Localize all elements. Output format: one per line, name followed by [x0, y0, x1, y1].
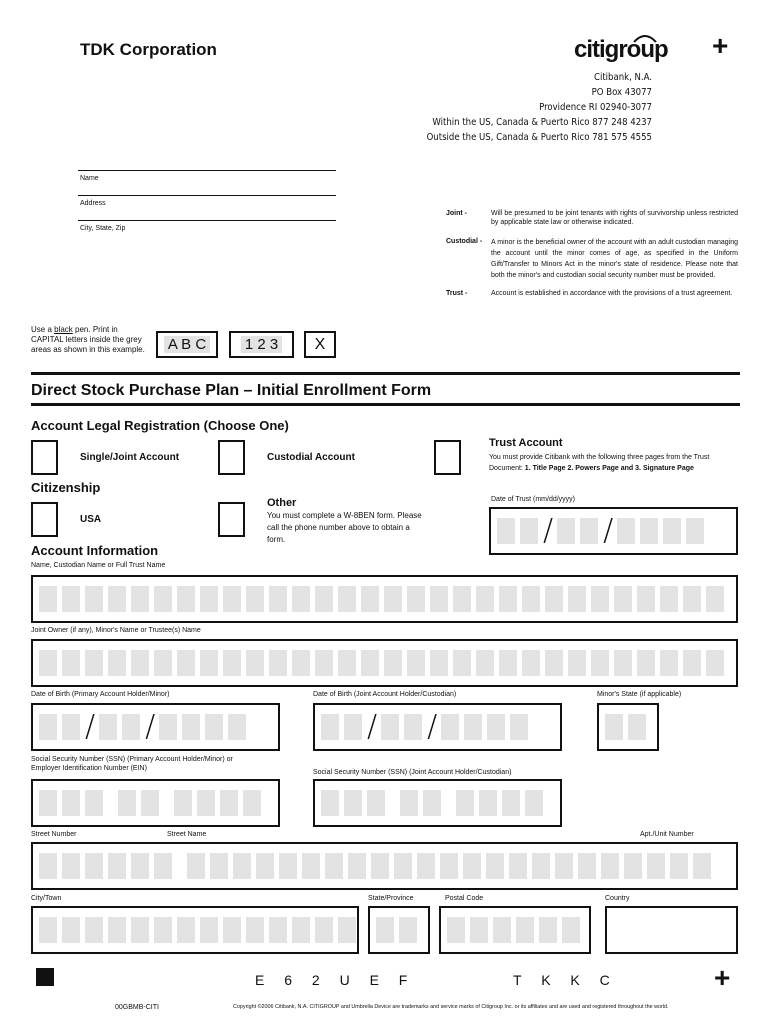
letter-cell[interactable] — [399, 917, 417, 943]
digit-cell[interactable] — [367, 790, 385, 816]
char-cell[interactable] — [578, 853, 596, 879]
char-cell[interactable] — [269, 917, 287, 943]
title-rule-bottom — [31, 403, 740, 406]
registration-square — [36, 968, 54, 986]
char-cell[interactable] — [348, 853, 366, 879]
digit-cell[interactable] — [85, 790, 103, 816]
char-cell[interactable] — [338, 917, 356, 943]
digit-cell[interactable] — [122, 714, 140, 740]
char-cell[interactable] — [568, 586, 586, 612]
usa-label: USA — [80, 514, 102, 525]
char-cell[interactable] — [516, 917, 534, 943]
digit-cell[interactable] — [640, 518, 658, 544]
char-cell[interactable] — [62, 853, 80, 879]
registration-mark-bottom: + — [714, 962, 731, 993]
date-separator: / — [603, 513, 614, 548]
char-cell[interactable] — [108, 650, 126, 676]
char-cell[interactable] — [568, 650, 586, 676]
char-cell[interactable] — [292, 586, 310, 612]
other-instructions: You must complete a W-8BEN form. Please call the phone number above to obtain a form. — [267, 511, 422, 544]
digit-cell[interactable] — [423, 790, 441, 816]
char-cell[interactable] — [315, 650, 333, 676]
name-line — [78, 170, 336, 171]
char-cell[interactable] — [463, 853, 481, 879]
digit-cell[interactable] — [580, 518, 598, 544]
char-cell[interactable] — [601, 853, 619, 879]
def-text-trust: Account is established in accordance with the provisions of a trust agreement. — [491, 290, 733, 297]
joint-owner-field[interactable] — [31, 639, 738, 687]
char-cell[interactable] — [210, 853, 228, 879]
char-cell[interactable] — [62, 586, 80, 612]
char-cell[interactable] — [223, 650, 241, 676]
char-cell[interactable] — [62, 650, 80, 676]
char-cell[interactable] — [223, 917, 241, 943]
digit-cell[interactable] — [321, 790, 339, 816]
form-code-1: E 6 2 U E F — [255, 972, 416, 988]
char-cell[interactable] — [637, 650, 655, 676]
char-cell[interactable] — [647, 853, 665, 879]
ssn-primary-label — [31, 755, 233, 773]
digit-cell[interactable] — [141, 790, 159, 816]
char-cell[interactable] — [384, 650, 402, 676]
char-cell[interactable] — [555, 853, 573, 879]
char-cell[interactable] — [660, 650, 678, 676]
dob-joint-label: Date of Birth (Joint Account Holder/Custodian) — [313, 691, 457, 698]
digit-cell[interactable] — [39, 790, 57, 816]
digit-cell[interactable] — [525, 790, 543, 816]
char-cell[interactable] — [509, 853, 527, 879]
digit-cell[interactable] — [663, 518, 681, 544]
digit-cell[interactable] — [404, 714, 422, 740]
digit-cell[interactable] — [441, 714, 459, 740]
char-cell[interactable] — [131, 586, 149, 612]
form-title: Direct Stock Purchase Plan – Initial Enrollment Form — [31, 382, 432, 399]
street-number-label: Street Number — [31, 831, 77, 838]
digit-cell[interactable] — [62, 714, 80, 740]
date-separator: / — [145, 709, 156, 744]
city-town-label: City/Town — [31, 895, 62, 902]
dob-joint-field[interactable] — [313, 703, 562, 751]
minor-state-label: Minor's State (if applicable) — [597, 691, 682, 698]
char-cell[interactable] — [499, 650, 517, 676]
example-digits-text: 1 2 3 — [241, 336, 282, 353]
instr-underline: black — [54, 325, 73, 334]
char-cell[interactable] — [407, 650, 425, 676]
char-cell[interactable] — [539, 917, 557, 943]
trust-instructions — [489, 452, 737, 474]
def-text-custodial: A minor is the beneficial owner of the account with an adult custodian managing the account until the minor comes of age, as specified in the Uniform Gift/Transfer to Minors Act in the minor's state of residence. Please note that both the minor's and custodian social security number must be provided. — [491, 239, 738, 279]
char-cell[interactable] — [302, 853, 320, 879]
char-cell[interactable] — [499, 586, 517, 612]
date-separator: / — [543, 513, 554, 548]
trust-checkbox[interactable] — [434, 440, 461, 475]
digit-cell[interactable] — [344, 790, 362, 816]
single-joint-label: Single/Joint Account — [80, 452, 180, 463]
digit-cell[interactable] — [321, 714, 339, 740]
char-cell[interactable] — [660, 586, 678, 612]
char-cell[interactable] — [177, 917, 195, 943]
digit-cell[interactable] — [502, 790, 520, 816]
trust-text: You must provide Citibank with the following three pages from the Trust Document: — [489, 454, 710, 472]
def-term-joint: Joint - — [446, 210, 467, 217]
digit-cell[interactable] — [243, 790, 261, 816]
address-line: Outside the US, Canada & Puerto Rico 781 575 4555 — [426, 132, 652, 143]
city-label: City, State, Zip — [80, 225, 126, 232]
single-joint-checkbox[interactable] — [31, 440, 58, 475]
logo-text: citigroup — [574, 36, 668, 63]
char-cell[interactable] — [637, 586, 655, 612]
char-cell[interactable] — [591, 650, 609, 676]
registration-mark-top: + — [712, 30, 729, 61]
name-field-label: Name, Custodian Name or Full Trust Name — [31, 562, 166, 569]
char-cell[interactable] — [292, 917, 310, 943]
trust-text-bold: 1. Title Page 2. Powers Page and 3. Signature Page — [524, 465, 694, 472]
name-label: Name — [80, 175, 99, 182]
digit-cell[interactable] — [520, 518, 538, 544]
digit-cell[interactable] — [487, 714, 505, 740]
char-cell[interactable] — [154, 586, 172, 612]
address-line-rule — [78, 195, 336, 196]
char-cell[interactable] — [325, 853, 343, 879]
example-digits — [229, 331, 294, 358]
instr-text: Use a — [31, 325, 55, 334]
registration-heading: Account Legal Registration (Choose One) — [31, 418, 289, 433]
char-cell[interactable] — [131, 650, 149, 676]
digit-cell[interactable] — [686, 518, 704, 544]
digit-cell[interactable] — [497, 518, 515, 544]
citizenship-heading: Citizenship — [31, 480, 101, 495]
letter-cell[interactable] — [376, 917, 394, 943]
def-term-custodial: Custodial - — [446, 238, 483, 245]
form-id: 00GBMB-CITI — [115, 1004, 159, 1011]
joint-field-label: Joint Owner (if any), Minor's Name or Trustee(s) Name — [31, 627, 201, 634]
char-cell[interactable] — [246, 586, 264, 612]
char-cell[interactable] — [256, 853, 274, 879]
char-cell[interactable] — [706, 586, 724, 612]
char-cell[interactable] — [447, 917, 465, 943]
char-cell[interactable] — [39, 853, 57, 879]
example-mark: X — [304, 331, 336, 358]
char-cell[interactable] — [85, 853, 103, 879]
date-separator: / — [367, 709, 378, 744]
char-cell[interactable] — [200, 917, 218, 943]
ssn-joint-field[interactable] — [313, 779, 562, 827]
address-line: PO Box 43077 — [591, 87, 652, 98]
char-cell[interactable] — [269, 586, 287, 612]
digit-cell[interactable] — [557, 518, 575, 544]
char-cell[interactable] — [177, 650, 195, 676]
def-term-trust: Trust - — [446, 290, 468, 297]
umbrella-icon — [632, 32, 658, 52]
street-address-field[interactable] — [31, 842, 738, 890]
char-cell[interactable] — [177, 586, 195, 612]
digit-cell[interactable] — [228, 714, 246, 740]
date-of-trust-label: Date of Trust (mm/dd/yyyy) — [491, 496, 576, 503]
digit-cell[interactable] — [344, 714, 362, 740]
char-cell[interactable] — [338, 586, 356, 612]
char-cell[interactable] — [670, 853, 688, 879]
digit-cell[interactable] — [118, 790, 136, 816]
char-cell[interactable] — [532, 853, 550, 879]
char-cell[interactable] — [683, 586, 701, 612]
digit-cell[interactable] — [220, 790, 238, 816]
char-cell[interactable] — [624, 853, 642, 879]
char-cell[interactable] — [453, 586, 471, 612]
char-cell[interactable] — [545, 650, 563, 676]
instr-text: CAPITAL letters inside the grey — [31, 335, 142, 344]
char-cell[interactable] — [108, 853, 126, 879]
char-cell[interactable] — [493, 917, 511, 943]
digit-cell[interactable] — [617, 518, 635, 544]
char-cell[interactable] — [154, 650, 172, 676]
char-cell[interactable] — [562, 917, 580, 943]
char-cell[interactable] — [371, 853, 389, 879]
form-code-2: T K K C — [513, 972, 618, 988]
instr-text: areas as shown in this example. — [31, 345, 145, 354]
char-cell[interactable] — [246, 917, 264, 943]
char-cell[interactable] — [470, 917, 488, 943]
bank-address — [427, 70, 652, 145]
ssn-joint-label: Social Security Number (SSN) (Joint Account Holder/Custodian) — [313, 769, 512, 776]
char-cell[interactable] — [683, 650, 701, 676]
char-cell[interactable] — [361, 586, 379, 612]
char-cell[interactable] — [417, 853, 435, 879]
letter-cell[interactable] — [605, 714, 623, 740]
char-cell[interactable] — [233, 853, 251, 879]
digit-cell[interactable] — [174, 790, 192, 816]
char-cell[interactable] — [453, 650, 471, 676]
char-cell[interactable] — [384, 586, 402, 612]
char-cell[interactable] — [223, 586, 241, 612]
ssn-primary-field[interactable] — [31, 779, 280, 827]
example-letters-text: A B C — [164, 336, 210, 353]
usa-checkbox[interactable] — [31, 502, 58, 537]
pen-instructions — [31, 325, 156, 355]
digit-cell[interactable] — [464, 714, 482, 740]
minor-state-field[interactable] — [597, 703, 659, 751]
char-cell[interactable] — [706, 650, 724, 676]
digit-cell[interactable] — [197, 790, 215, 816]
char-cell[interactable] — [361, 650, 379, 676]
account-info-heading: Account Information — [31, 543, 159, 558]
date-separator: / — [427, 709, 438, 744]
digit-cell[interactable] — [205, 714, 223, 740]
digit-cell[interactable] — [479, 790, 497, 816]
char-cell[interactable] — [246, 650, 264, 676]
char-cell[interactable] — [62, 917, 80, 943]
ssn-primary-label-line: Social Security Number (SSN) (Primary Account Holder/Minor) or — [31, 756, 233, 763]
char-cell[interactable] — [108, 586, 126, 612]
char-cell[interactable] — [85, 586, 103, 612]
char-cell[interactable] — [545, 586, 563, 612]
digit-cell[interactable] — [400, 790, 418, 816]
char-cell[interactable] — [522, 586, 540, 612]
full-name-field[interactable] — [31, 575, 738, 623]
dob-primary-label: Date of Birth (Primary Account Holder/Minor) — [31, 691, 170, 698]
def-text-joint: Will be presumed to be joint tenants with rights of survivorship unless restricted by applicable state law or otherwise indicated. — [491, 210, 738, 226]
instr-text: pen. Print in — [72, 325, 118, 334]
digit-cell[interactable] — [159, 714, 177, 740]
trust-title: Trust Account — [489, 437, 563, 449]
country-field[interactable] — [605, 906, 738, 954]
address-line: Providence RI 02940-3077 — [539, 102, 652, 113]
other-checkbox[interactable] — [218, 502, 245, 537]
other-title: Other — [267, 497, 297, 509]
country-label: Country — [605, 895, 630, 902]
title-rule-top — [31, 372, 740, 375]
char-cell[interactable] — [200, 586, 218, 612]
char-cell[interactable] — [693, 853, 711, 879]
char-cell[interactable] — [476, 586, 494, 612]
digit-cell[interactable] — [456, 790, 474, 816]
char-cell[interactable] — [131, 853, 149, 879]
digit-cell[interactable] — [62, 790, 80, 816]
company-name: TDK Corporation — [80, 40, 217, 59]
char-cell[interactable] — [440, 853, 458, 879]
letter-cell[interactable] — [628, 714, 646, 740]
postal-code-label: Postal Code — [445, 895, 484, 902]
apt-label: Apt./Unit Number — [640, 831, 694, 838]
char-cell[interactable] — [430, 586, 448, 612]
char-cell[interactable] — [522, 650, 540, 676]
city-field[interactable] — [31, 906, 359, 954]
street-name-label: Street Name — [167, 831, 207, 838]
char-cell[interactable] — [85, 650, 103, 676]
char-cell[interactable] — [338, 650, 356, 676]
char-cell[interactable] — [269, 650, 287, 676]
address-line: Citibank, N.A. — [593, 72, 652, 83]
dob-primary-field[interactable] — [31, 703, 280, 751]
digit-cell[interactable] — [381, 714, 399, 740]
char-cell[interactable] — [315, 586, 333, 612]
char-cell[interactable] — [394, 853, 412, 879]
date-of-trust-field[interactable] — [489, 507, 738, 555]
ssn-primary-label-line: Employer Identification Number (EIN) — [31, 765, 147, 772]
state-province-label: State/Province — [368, 895, 414, 902]
citigroup-logo — [574, 36, 668, 64]
custodial-checkbox[interactable] — [218, 440, 245, 475]
char-cell[interactable] — [292, 650, 310, 676]
char-cell[interactable] — [430, 650, 448, 676]
char-cell[interactable] — [315, 917, 333, 943]
char-cell[interactable] — [407, 586, 425, 612]
address-line: Within the US, Canada & Puerto Rico 877 248 4237 — [432, 117, 652, 128]
char-cell[interactable] — [279, 853, 297, 879]
char-cell[interactable] — [39, 650, 57, 676]
char-cell[interactable] — [486, 853, 504, 879]
char-cell[interactable] — [614, 586, 632, 612]
postal-code-field[interactable] — [439, 906, 591, 954]
custodial-label: Custodial Account — [267, 452, 355, 463]
char-cell[interactable] — [85, 917, 103, 943]
date-separator: / — [85, 709, 96, 744]
digit-cell[interactable] — [510, 714, 528, 740]
copyright: Copyright ©2006 Citibank, N.A. CITIGROUP and Umbrella Device are trademarks and service marks of Citigroup Inc. or its affiliates and are used and registered throughout the world. — [233, 1004, 669, 1010]
city-line — [78, 220, 336, 221]
digit-cell[interactable] — [39, 714, 57, 740]
char-cell[interactable] — [39, 586, 57, 612]
char-cell[interactable] — [108, 917, 126, 943]
char-cell[interactable] — [200, 650, 218, 676]
char-cell[interactable] — [187, 853, 205, 879]
char-cell[interactable] — [614, 650, 632, 676]
example-letters — [156, 331, 218, 358]
address-label: Address — [80, 200, 106, 207]
state-field[interactable] — [368, 906, 430, 954]
digit-cell[interactable] — [182, 714, 200, 740]
char-cell[interactable] — [591, 586, 609, 612]
char-cell[interactable] — [39, 917, 57, 943]
char-cell[interactable] — [154, 853, 172, 879]
char-cell[interactable] — [131, 917, 149, 943]
char-cell[interactable] — [476, 650, 494, 676]
digit-cell[interactable] — [99, 714, 117, 740]
char-cell[interactable] — [154, 917, 172, 943]
